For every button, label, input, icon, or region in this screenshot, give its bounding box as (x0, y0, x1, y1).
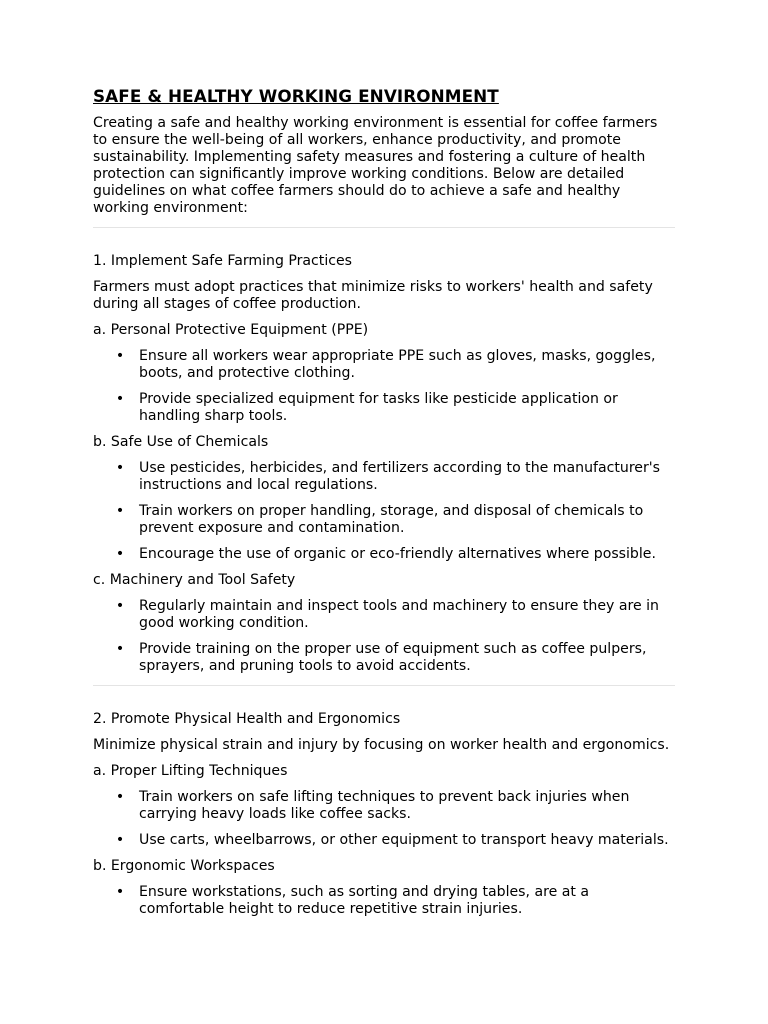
bullet-list (93, 789, 675, 849)
list-item (115, 546, 675, 563)
bullet-icon: • (115, 546, 125, 562)
subsection-heading: a. Personal Protective Equipment (PPE) (93, 322, 369, 338)
section-heading: 1. Implement Safe Farming Practices (93, 253, 353, 269)
list-item-text: Encourage the use of organic or eco-friendly alternatives where possible. (139, 546, 656, 562)
list-item-text: Regularly maintain and inspect tools and machinery to ensure they are in good working condition. (139, 598, 659, 631)
bullet-icon: • (115, 598, 125, 614)
bullet-icon: • (115, 391, 125, 407)
section-1 (93, 253, 675, 675)
section-description: Farmers must adopt practices that minimize risks to workers' health and safety during all stages of coffee production. (93, 279, 653, 312)
list-item (115, 789, 675, 823)
list-item-text: Use pesticides, herbicides, and fertilizers according to the manufacturer's instructions and local regulations. (139, 460, 660, 493)
bullet-icon: • (115, 789, 125, 805)
list-item (115, 641, 675, 675)
bullet-icon: • (115, 460, 125, 476)
bullet-icon: • (115, 641, 125, 657)
document-page (93, 86, 675, 927)
bullet-icon: • (115, 348, 125, 364)
list-item-text: Train workers on safe lifting techniques to prevent back injuries when carrying heavy loads like coffee sacks. (139, 789, 630, 822)
list-item-text: Ensure workstations, such as sorting and drying tables, are at a comfortable height to reduce repetitive strain injuries. (139, 884, 590, 917)
section-2 (93, 711, 675, 918)
list-item-text: Ensure all workers wear appropriate PPE such as gloves, masks, goggles, boots, and protective clothing. (139, 348, 656, 381)
section-divider (93, 227, 675, 228)
bullet-icon: • (115, 832, 125, 848)
bullet-icon: • (115, 503, 125, 519)
bullet-list (93, 348, 675, 425)
list-item-text: Provide specialized equipment for tasks like pesticide application or handling sharp tools. (139, 391, 618, 424)
list-item-text: Provide training on the proper use of equipment such as coffee pulpers, sprayers, and pruning tools to avoid accidents. (139, 641, 647, 674)
list-item (115, 460, 675, 494)
list-item (115, 348, 675, 382)
subsection-heading: a. Proper Lifting Techniques (93, 763, 288, 779)
list-item (115, 832, 675, 849)
subsection-heading: b. Ergonomic Workspaces (93, 858, 275, 874)
subsection-heading: c. Machinery and Tool Safety (93, 572, 296, 588)
bullet-list (93, 460, 675, 563)
list-item (115, 391, 675, 425)
document-title: SAFE & HEALTHY WORKING ENVIRONMENT (93, 86, 499, 106)
bullet-icon: • (115, 884, 125, 900)
intro-paragraph: Creating a safe and healthy working environment is essential for coffee farmers to ensure the well-being of all workers, enhance productivity, and promote sustainability. Implementing safety measures and fostering a culture of health protection can significantly improve working conditions. Below are detailed guidelines on what coffee farmers should do to achieve a safe and healthy working environment: (93, 115, 658, 216)
section-divider (93, 685, 675, 686)
list-item (115, 503, 675, 537)
list-item-text: Train workers on proper handling, storage, and disposal of chemicals to prevent exposure and contamination. (139, 503, 644, 536)
list-item (115, 598, 675, 632)
subsection-heading: b. Safe Use of Chemicals (93, 434, 269, 450)
list-item-text: Use carts, wheelbarrows, or other equipment to transport heavy materials. (139, 832, 669, 848)
list-item (115, 884, 675, 918)
bullet-list (93, 598, 675, 675)
bullet-list (93, 884, 675, 918)
section-description: Minimize physical strain and injury by focusing on worker health and ergonomics. (93, 737, 670, 753)
section-heading: 2. Promote Physical Health and Ergonomics (93, 711, 401, 727)
